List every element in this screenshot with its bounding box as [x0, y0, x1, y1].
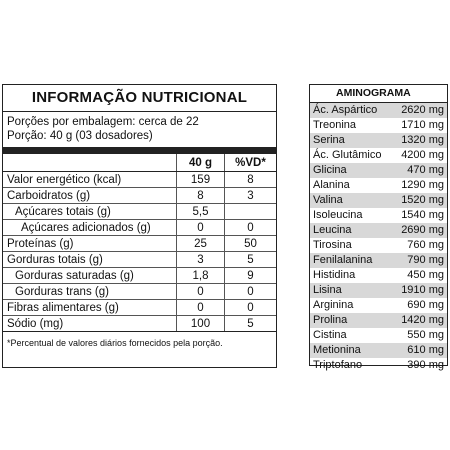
aminogram-title: AMINOGRAMA [310, 85, 447, 103]
amino-value: 1420 mg [401, 314, 444, 326]
nutrient-dv [224, 204, 276, 219]
amino-name: Treonina [313, 119, 357, 131]
serving-size: Porção: 40 g (03 dosadores) [7, 130, 153, 142]
nutrition-row [3, 300, 276, 316]
amino-name: Tirosina [313, 239, 352, 251]
amino-name: Ác. Aspártico [313, 104, 378, 116]
amino-value: 1520 mg [401, 194, 444, 206]
amino-name: Ác. Glutâmico [313, 149, 382, 161]
amino-name: Arginina [313, 299, 354, 311]
amino-row [310, 118, 447, 133]
nutrient-name: Gorduras totais (g) [7, 254, 103, 266]
amino-row [310, 103, 447, 118]
nutrient-amount: 3 [176, 252, 224, 267]
amino-name: Cistina [313, 329, 347, 341]
amino-row [310, 268, 447, 283]
amino-name: Isoleucina [313, 209, 363, 221]
amino-value: 610 mg [407, 344, 444, 356]
amino-name: Glicina [313, 164, 347, 176]
amino-value: 760 mg [407, 239, 444, 251]
nutrient-name: Gorduras saturadas (g) [15, 270, 134, 282]
amino-name: Serina [313, 134, 345, 146]
amino-value: 450 mg [407, 269, 444, 281]
amino-value: 1320 mg [401, 134, 444, 146]
nutrient-dv: 5 [224, 316, 276, 331]
nutrient-name: Carboidratos (g) [7, 190, 91, 202]
nutrition-row [3, 268, 276, 284]
dv-footnote: *Percentual de valores diários fornecidos pela porção. [7, 338, 223, 348]
header-dv: %VD* [224, 154, 276, 171]
amino-row [310, 163, 447, 178]
nutrient-name: Proteínas (g) [7, 238, 74, 250]
amino-row [310, 223, 447, 238]
nutrient-amount: 100 [176, 316, 224, 331]
nutrient-name: Fibras alimentares (g) [7, 302, 119, 314]
nutrition-row [3, 172, 276, 188]
nutrient-dv: 3 [224, 188, 276, 203]
amino-name: Fenilalanina [313, 254, 373, 266]
nutrition-row [3, 316, 276, 332]
amino-row [310, 298, 447, 313]
amino-row [310, 133, 447, 148]
nutrition-row [3, 284, 276, 300]
nutrient-dv: 8 [224, 172, 276, 187]
amino-row [310, 343, 447, 358]
nutrient-amount: 0 [176, 284, 224, 299]
servings-per-package: Porções por embalagem: cerca de 22 [7, 116, 199, 128]
nutrient-name: Sódio (mg) [7, 318, 64, 330]
amino-row [310, 208, 447, 223]
nutrient-dv: 0 [224, 284, 276, 299]
nutrient-amount: 0 [176, 220, 224, 235]
amino-row [310, 178, 447, 193]
amino-name: Alanina [313, 179, 350, 191]
amino-row [310, 238, 447, 253]
amino-value: 470 mg [407, 164, 444, 176]
nutrition-title: INFORMAÇÃO NUTRICIONAL [3, 85, 276, 112]
amino-name: Lisina [313, 284, 342, 296]
amino-row [310, 328, 447, 343]
nutrient-amount: 1,8 [176, 268, 224, 283]
nutrient-name: Açúcares adicionados (g) [21, 222, 151, 234]
nutrition-header-row [3, 154, 276, 172]
amino-row [310, 283, 447, 298]
nutrition-row [3, 188, 276, 204]
nutrient-name: Gorduras trans (g) [15, 286, 109, 298]
amino-row [310, 358, 447, 373]
nutrient-dv: 9 [224, 268, 276, 283]
amino-value: 550 mg [407, 329, 444, 341]
nutrient-name: Açúcares totais (g) [15, 206, 111, 218]
nutrient-name: Valor energético (kcal) [7, 174, 122, 186]
amino-value: 1910 mg [401, 284, 444, 296]
amino-value: 1540 mg [401, 209, 444, 221]
amino-value: 2620 mg [401, 104, 444, 116]
amino-value: 4200 mg [401, 149, 444, 161]
amino-name: Prolina [313, 314, 348, 326]
nutrient-dv: 5 [224, 252, 276, 267]
amino-name: Metionina [313, 344, 361, 356]
nutrient-dv: 0 [224, 300, 276, 315]
nutrient-amount: 25 [176, 236, 224, 251]
amino-row [310, 313, 447, 328]
amino-value: 390 mg [407, 359, 444, 371]
amino-name: Leucina [313, 224, 352, 236]
header-blank [3, 154, 176, 171]
nutrient-dv: 0 [224, 220, 276, 235]
nutrition-row [3, 252, 276, 268]
aminogram-panel [309, 84, 448, 371]
amino-row [310, 193, 447, 208]
nutrient-amount: 0 [176, 300, 224, 315]
amino-name: Triptofano [313, 359, 363, 371]
amino-value: 1290 mg [401, 179, 444, 191]
nutrient-amount: 8 [176, 188, 224, 203]
nutrient-amount: 5,5 [176, 204, 224, 219]
divider-bar [3, 147, 276, 154]
amino-name: Valina [313, 194, 343, 206]
amino-row [310, 253, 447, 268]
nutrition-row [3, 204, 276, 220]
nutrient-dv: 50 [224, 236, 276, 251]
nutrient-amount: 159 [176, 172, 224, 187]
nutrition-row [3, 220, 276, 236]
amino-row [310, 148, 447, 163]
nutrition-row [3, 236, 276, 252]
amino-name: Histidina [313, 269, 356, 281]
amino-value: 1710 mg [401, 119, 444, 131]
amino-value: 790 mg [407, 254, 444, 266]
nutrition-facts-panel [2, 84, 277, 368]
header-amount: 40 g [176, 154, 224, 171]
amino-value: 2690 mg [401, 224, 444, 236]
amino-value: 690 mg [407, 299, 444, 311]
